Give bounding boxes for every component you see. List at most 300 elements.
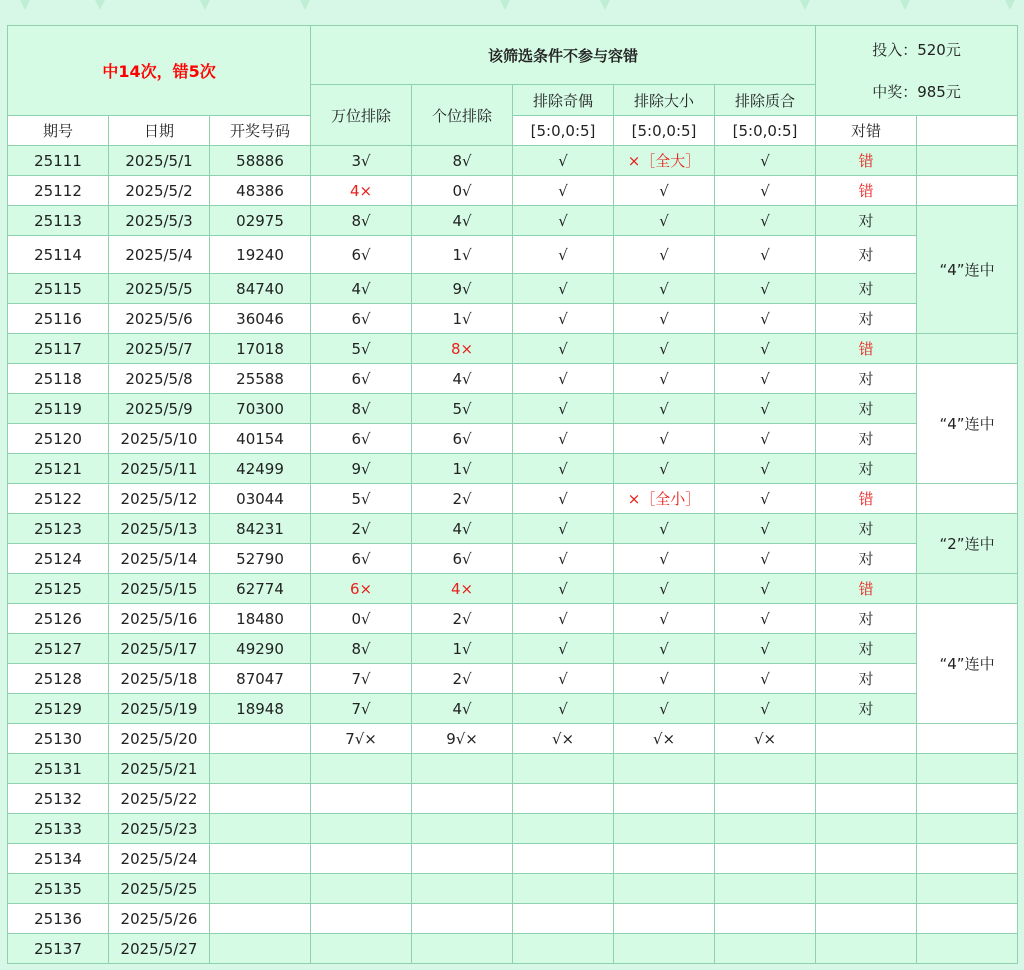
cell-big-small [614,754,715,784]
cell-result [816,814,917,844]
investment-summary [816,26,1018,116]
cell-period: 25126 [8,604,109,634]
cell-prime-composite [715,814,816,844]
cell-date: 2025/5/17 [109,634,210,664]
table-row [8,544,1018,574]
cell-wan [311,754,412,784]
header-streak [917,116,1018,146]
cell-date: 2025/5/10 [109,424,210,454]
cell-result: 错 [816,334,917,364]
cell-ge: 1√ [412,304,513,334]
cell-period: 25120 [8,424,109,454]
cell-result: 错 [816,574,917,604]
header-pc-range: [5:0,0:5] [715,116,816,146]
streak-empty [917,754,1018,784]
table-row [8,176,1018,206]
cell-odd-even: √ [513,454,614,484]
cell-prime-composite: √ [715,274,816,304]
cell-result: 错 [816,176,917,206]
cell-period: 25124 [8,544,109,574]
table-row [8,874,1018,904]
cell-prime-composite: √ [715,664,816,694]
cell-big-small: ×［全大］ [614,146,715,176]
cell-wan: 4× [311,176,412,206]
header-date: 日期 [109,116,210,146]
cell-number: 70300 [210,394,311,424]
table-row [8,274,1018,304]
cell-result: 错 [816,146,917,176]
cell-prime-composite: √ [715,604,816,634]
table-row [8,784,1018,814]
table-row [8,754,1018,784]
cell-date: 2025/5/19 [109,694,210,724]
cell-ge: 6√ [412,544,513,574]
summary: 中14次，错5次 [8,26,311,116]
cell-period: 25118 [8,364,109,394]
cell-number: 87047 [210,664,311,694]
cell-odd-even [513,904,614,934]
table-row [8,394,1018,424]
cell-period: 25116 [8,304,109,334]
cell-wan: 2√ [311,514,412,544]
cell-number: 40154 [210,424,311,454]
cell-result [816,754,917,784]
cell-big-small [614,844,715,874]
cell-period: 25113 [8,206,109,236]
cell-number: 58886 [210,146,311,176]
cell-period: 25128 [8,664,109,694]
cell-ge: 4√ [412,694,513,724]
cell-date: 2025/5/3 [109,206,210,236]
cell-period: 25121 [8,454,109,484]
cell-ge: 6√ [412,424,513,454]
streak-label: “4”连中 [917,206,1018,334]
cell-result: 对 [816,364,917,394]
table-row [8,724,1018,754]
cell-prime-composite: √ [715,236,816,274]
cell-ge: 9√× [412,724,513,754]
cell-date: 2025/5/20 [109,724,210,754]
header-oe-range: [5:0,0:5] [513,116,614,146]
cell-prime-composite [715,904,816,934]
header-bs: 排除大小 [614,85,715,116]
cell-result [816,904,917,934]
cell-number: 25588 [210,364,311,394]
cell-date: 2025/5/4 [109,236,210,274]
cell-ge: 2√ [412,484,513,514]
cell-ge: 4√ [412,514,513,544]
cell-number: 84740 [210,274,311,304]
cell-wan: 8√ [311,394,412,424]
cell-wan: 6√ [311,236,412,274]
cell-result [816,724,917,754]
streak-label: “4”连中 [917,364,1018,484]
streak-empty [917,176,1018,206]
cell-number: 17018 [210,334,311,364]
cell-date: 2025/5/27 [109,934,210,964]
cell-wan: 3√ [311,146,412,176]
table-row [8,514,1018,544]
cell-wan [311,904,412,934]
cell-odd-even: √ [513,364,614,394]
cell-wan [311,874,412,904]
table-row [8,334,1018,364]
cell-big-small [614,934,715,964]
cell-number [210,874,311,904]
cell-odd-even: √ [513,236,614,274]
streak-empty [917,814,1018,844]
cell-prime-composite: √ [715,484,816,514]
header-pc: 排除质合 [715,85,816,116]
table-row [8,604,1018,634]
cell-period: 25130 [8,724,109,754]
cell-ge [412,754,513,784]
cell-big-small: √ [614,176,715,206]
cell-result: 对 [816,604,917,634]
cell-odd-even: √ [513,334,614,364]
cell-date: 2025/5/26 [109,904,210,934]
cell-date: 2025/5/22 [109,784,210,814]
cell-number: 18480 [210,604,311,634]
cell-number [210,784,311,814]
cell-ge: 2√ [412,604,513,634]
cell-period: 25127 [8,634,109,664]
cell-wan: 4√ [311,274,412,304]
cell-result: 对 [816,694,917,724]
cell-ge: 4√ [412,364,513,394]
cell-number: 03044 [210,484,311,514]
streak-empty [917,724,1018,754]
cell-wan [311,844,412,874]
results-table [7,25,1018,964]
cell-prime-composite: √ [715,424,816,454]
cell-number [210,814,311,844]
cell-prime-composite: √ [715,364,816,394]
cell-period: 25117 [8,334,109,364]
table-row [8,424,1018,454]
cell-wan: 7√ [311,694,412,724]
cell-big-small: ×［全小］ [614,484,715,514]
cell-wan: 6× [311,574,412,604]
cell-number: 19240 [210,236,311,274]
cell-result [816,844,917,874]
note: 该筛选条件不参与容错 [311,26,816,85]
cell-number: 36046 [210,304,311,334]
cell-period: 25135 [8,874,109,904]
cell-number: 48386 [210,176,311,206]
cell-odd-even: √ [513,514,614,544]
cell-odd-even: √ [513,544,614,574]
cell-big-small [614,784,715,814]
cell-ge: 5√ [412,394,513,424]
cell-period: 25136 [8,904,109,934]
cell-period: 25122 [8,484,109,514]
cell-result: 对 [816,236,917,274]
cell-number [210,754,311,784]
cell-period: 25131 [8,754,109,784]
cell-period: 25134 [8,844,109,874]
cell-period: 25129 [8,694,109,724]
cell-ge: 4√ [412,206,513,236]
cell-number: 52790 [210,544,311,574]
cell-wan: 9√ [311,454,412,484]
cell-prime-composite: √ [715,694,816,724]
cell-result: 对 [816,304,917,334]
cell-odd-even [513,754,614,784]
cell-prime-composite [715,934,816,964]
cell-number [210,904,311,934]
cell-prime-composite [715,784,816,814]
cell-result: 对 [816,544,917,574]
cell-period: 25133 [8,814,109,844]
cell-odd-even: √ [513,634,614,664]
table-row [8,574,1018,604]
cell-result [816,874,917,904]
cell-period: 25119 [8,394,109,424]
cell-result: 对 [816,514,917,544]
cell-ge [412,814,513,844]
cell-odd-even: √ [513,694,614,724]
cell-wan: 8√ [311,206,412,236]
streak-empty [917,574,1018,604]
cell-wan [311,934,412,964]
table-row [8,664,1018,694]
cell-ge: 4× [412,574,513,604]
cell-wan: 6√ [311,364,412,394]
cell-odd-even: √ [513,176,614,206]
cell-prime-composite: √ [715,206,816,236]
cell-odd-even [513,934,614,964]
cell-result: 对 [816,274,917,304]
streak-empty [917,874,1018,904]
cell-big-small: √ [614,304,715,334]
cell-number [210,724,311,754]
header-result: 对错 [816,116,917,146]
cell-big-small: √ [614,544,715,574]
cell-prime-composite [715,844,816,874]
cell-prime-composite: √ [715,574,816,604]
cell-date: 2025/5/21 [109,754,210,784]
cell-ge: 1√ [412,454,513,484]
table-row [8,304,1018,334]
cell-ge: 9√ [412,274,513,304]
cell-big-small: √ [614,394,715,424]
cell-date: 2025/5/11 [109,454,210,484]
cell-big-small: √ [614,424,715,454]
cell-period: 25111 [8,146,109,176]
cell-number: 18948 [210,694,311,724]
cell-wan: 0√ [311,604,412,634]
cell-ge: 8× [412,334,513,364]
cell-ge [412,874,513,904]
cell-wan: 7√× [311,724,412,754]
cell-odd-even: √ [513,274,614,304]
cell-odd-even: √ [513,574,614,604]
cell-number: 42499 [210,454,311,484]
cell-odd-even: √ [513,394,614,424]
cell-odd-even [513,844,614,874]
header-oe: 排除奇偶 [513,85,614,116]
cell-odd-even: √ [513,304,614,334]
cell-big-small: √ [614,334,715,364]
invest-amount: 投入：520元 [872,40,961,59]
streak-empty [917,844,1018,874]
streak-empty [917,334,1018,364]
cell-prime-composite: √ [715,334,816,364]
cell-date: 2025/5/13 [109,514,210,544]
table-row [8,904,1018,934]
cell-prime-composite: √ [715,454,816,484]
cell-period: 25114 [8,236,109,274]
cell-odd-even: √ [513,664,614,694]
cell-period: 25112 [8,176,109,206]
header-period: 期号 [8,116,109,146]
cell-odd-even: √ [513,146,614,176]
cell-date: 2025/5/1 [109,146,210,176]
prize-amount: 中奖：985元 [872,82,961,101]
cell-result [816,934,917,964]
cell-wan [311,814,412,844]
top-decoration [0,0,1024,25]
cell-ge: 2√ [412,664,513,694]
cell-odd-even: √× [513,724,614,754]
cell-ge: 1√ [412,236,513,274]
cell-result: 对 [816,454,917,484]
table-row [8,934,1018,964]
cell-result [816,784,917,814]
cell-date: 2025/5/8 [109,364,210,394]
cell-odd-even: √ [513,424,614,454]
cell-date: 2025/5/15 [109,574,210,604]
cell-date: 2025/5/18 [109,664,210,694]
cell-date: 2025/5/5 [109,274,210,304]
cell-odd-even: √ [513,604,614,634]
cell-period: 25115 [8,274,109,304]
table-row [8,694,1018,724]
cell-period: 25123 [8,514,109,544]
cell-wan: 5√ [311,334,412,364]
cell-big-small: √ [614,454,715,484]
cell-wan: 7√ [311,664,412,694]
cell-big-small: √ [614,634,715,664]
cell-number: 84231 [210,514,311,544]
cell-odd-even [513,784,614,814]
cell-prime-composite: √ [715,544,816,574]
cell-ge: 1√ [412,634,513,664]
streak-empty [917,934,1018,964]
cell-big-small: √ [614,364,715,394]
cell-ge [412,934,513,964]
cell-wan: 6√ [311,544,412,574]
table-row [8,236,1018,274]
cell-prime-composite [715,874,816,904]
cell-result: 对 [816,664,917,694]
cell-date: 2025/5/24 [109,844,210,874]
cell-ge: 8√ [412,146,513,176]
cell-ge: 0√ [412,176,513,206]
header-bs-range: [5:0,0:5] [614,116,715,146]
cell-odd-even: √ [513,484,614,514]
cell-odd-even [513,814,614,844]
table-row [8,814,1018,844]
cell-number: 62774 [210,574,311,604]
cell-wan: 8√ [311,634,412,664]
table-row [8,484,1018,514]
cell-date: 2025/5/16 [109,604,210,634]
header-wan: 万位排除 [311,85,412,146]
cell-wan: 6√ [311,304,412,334]
table-row [8,364,1018,394]
cell-big-small: √ [614,514,715,544]
table-row [8,634,1018,664]
cell-prime-composite [715,754,816,784]
cell-prime-composite: √× [715,724,816,754]
table-row [8,146,1018,176]
cell-odd-even [513,874,614,904]
cell-wan [311,784,412,814]
cell-date: 2025/5/25 [109,874,210,904]
table-row [8,454,1018,484]
streak-label: “2”连中 [917,514,1018,574]
cell-big-small: √ [614,664,715,694]
cell-prime-composite: √ [715,304,816,334]
cell-ge [412,904,513,934]
header-ge: 个位排除 [412,85,513,146]
cell-number: 02975 [210,206,311,236]
streak-empty [917,484,1018,514]
cell-big-small: √ [614,604,715,634]
table-row [8,206,1018,236]
cell-period: 25137 [8,934,109,964]
cell-wan: 6√ [311,424,412,454]
cell-number [210,934,311,964]
cell-prime-composite: √ [715,176,816,206]
streak-label: “4”连中 [917,604,1018,724]
table-row [8,844,1018,874]
cell-big-small [614,814,715,844]
cell-number: 49290 [210,634,311,664]
cell-prime-composite: √ [715,146,816,176]
cell-date: 2025/5/7 [109,334,210,364]
cell-date: 2025/5/9 [109,394,210,424]
cell-result: 对 [816,394,917,424]
cell-ge [412,784,513,814]
cell-big-small: √ [614,206,715,236]
cell-result: 对 [816,206,917,236]
cell-result: 对 [816,424,917,454]
cell-result: 对 [816,634,917,664]
cell-result: 错 [816,484,917,514]
cell-odd-even: √ [513,206,614,236]
cell-prime-composite: √ [715,394,816,424]
cell-big-small: √ [614,274,715,304]
cell-period: 25125 [8,574,109,604]
cell-big-small: √ [614,236,715,274]
cell-wan: 5√ [311,484,412,514]
streak-empty [917,904,1018,934]
cell-number [210,844,311,874]
header-number: 开奖号码 [210,116,311,146]
cell-big-small: √× [614,724,715,754]
cell-prime-composite: √ [715,514,816,544]
cell-big-small [614,904,715,934]
cell-date: 2025/5/2 [109,176,210,206]
cell-ge [412,844,513,874]
cell-date: 2025/5/6 [109,304,210,334]
cell-period: 25132 [8,784,109,814]
streak-empty [917,784,1018,814]
cell-big-small: √ [614,574,715,604]
